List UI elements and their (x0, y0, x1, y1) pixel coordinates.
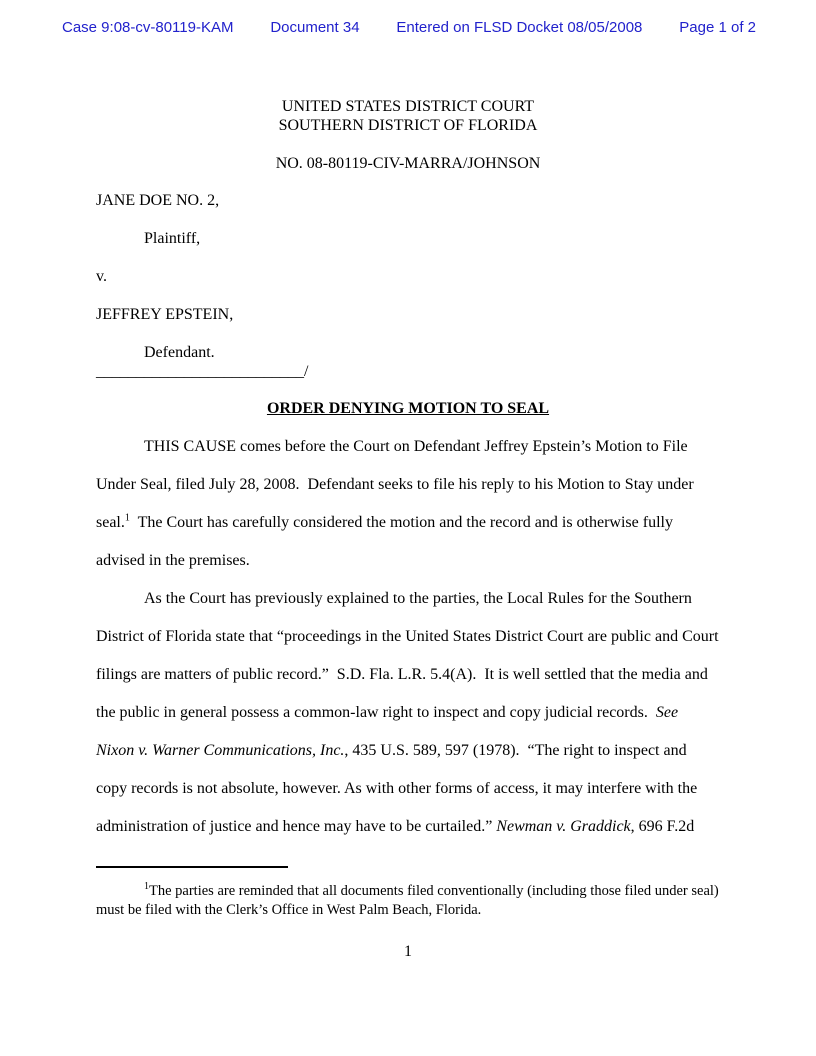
case-number: NO. 08-80119-CIV-MARRA/JOHNSON (275, 155, 541, 172)
p2-text-1: As the Court has previously explained to the parties, the Local Rules for the Southern District of Florida state that “proceedings in the United States District Court are public and Court filings are matters of public record.” S.D. Fla. L.R. 5.4(A). It is well settled that the media and the public in general possess a common-law right to inspect and copy judicial records. (96, 590, 723, 721)
footnote-reference: 1 (124, 512, 130, 524)
plaintiff-designation: Plaintiff, (144, 230, 201, 247)
case-caption (96, 191, 720, 381)
footnote (96, 881, 723, 920)
paragraph-1 (96, 428, 720, 580)
order-title: ORDER DENYING MOTION TO SEAL (266, 400, 550, 417)
citation-nixon: See Nixon v. Warner Communications, Inc. (96, 704, 683, 759)
defendant-designation: Defendant. (144, 344, 215, 361)
docket-case-number: Case 9:08-cv-80119-KAM (62, 19, 234, 36)
court-name-line1: UNITED STATES DISTRICT COURT (281, 98, 535, 115)
defendant-name: JEFFREY EPSTEIN, (96, 306, 234, 323)
docket-stamp (62, 19, 756, 36)
p2-text-2: , 435 U.S. 589, 597 (1978). “The right to inspect and copy records is not absolute, however. As with other forms of access, it may interfere with the administration of justice and hence may have to be curtailed.” (96, 742, 702, 835)
docket-document-number: Document 34 (270, 19, 360, 36)
caption-separator: __________________________/ (96, 363, 309, 380)
docket-page-indicator: Page 1 of 2 (679, 19, 756, 36)
order-body (96, 428, 723, 846)
footnote-separator-line (96, 866, 288, 868)
paragraph-2 (96, 580, 723, 846)
page-number: 1 (404, 943, 412, 960)
footnote-number: 1 (144, 881, 149, 893)
citation-newman: Newman v. Graddick (496, 818, 631, 835)
p1-text-1: THIS CAUSE comes before the Court on Defendant Jeffrey Epstein’s Motion to File Under Seal, filed July 28, 2008. Defendant seeks to file his reply to his Motion to Stay under seal. (96, 438, 698, 531)
p1-text-2: The Court has carefully considered the motion and the record and is otherwise fully advised in the premises. (96, 514, 677, 569)
court-name-line2: SOUTHERN DISTRICT OF FLORIDA (278, 117, 538, 134)
footnote-text: The parties are reminded that all documents filed conventionally (including those filed under seal) must be filed with the Clerk’s Office in West Palm Beach, Florida. (96, 883, 723, 918)
p2-text-3: , 696 F.2d (630, 818, 695, 835)
court-heading (96, 97, 720, 135)
versus-abbreviation: v. (96, 268, 107, 285)
docket-entered-date: Entered on FLSD Docket 08/05/2008 (396, 19, 643, 36)
plaintiff-name: JANE DOE NO. 2, (96, 192, 220, 209)
